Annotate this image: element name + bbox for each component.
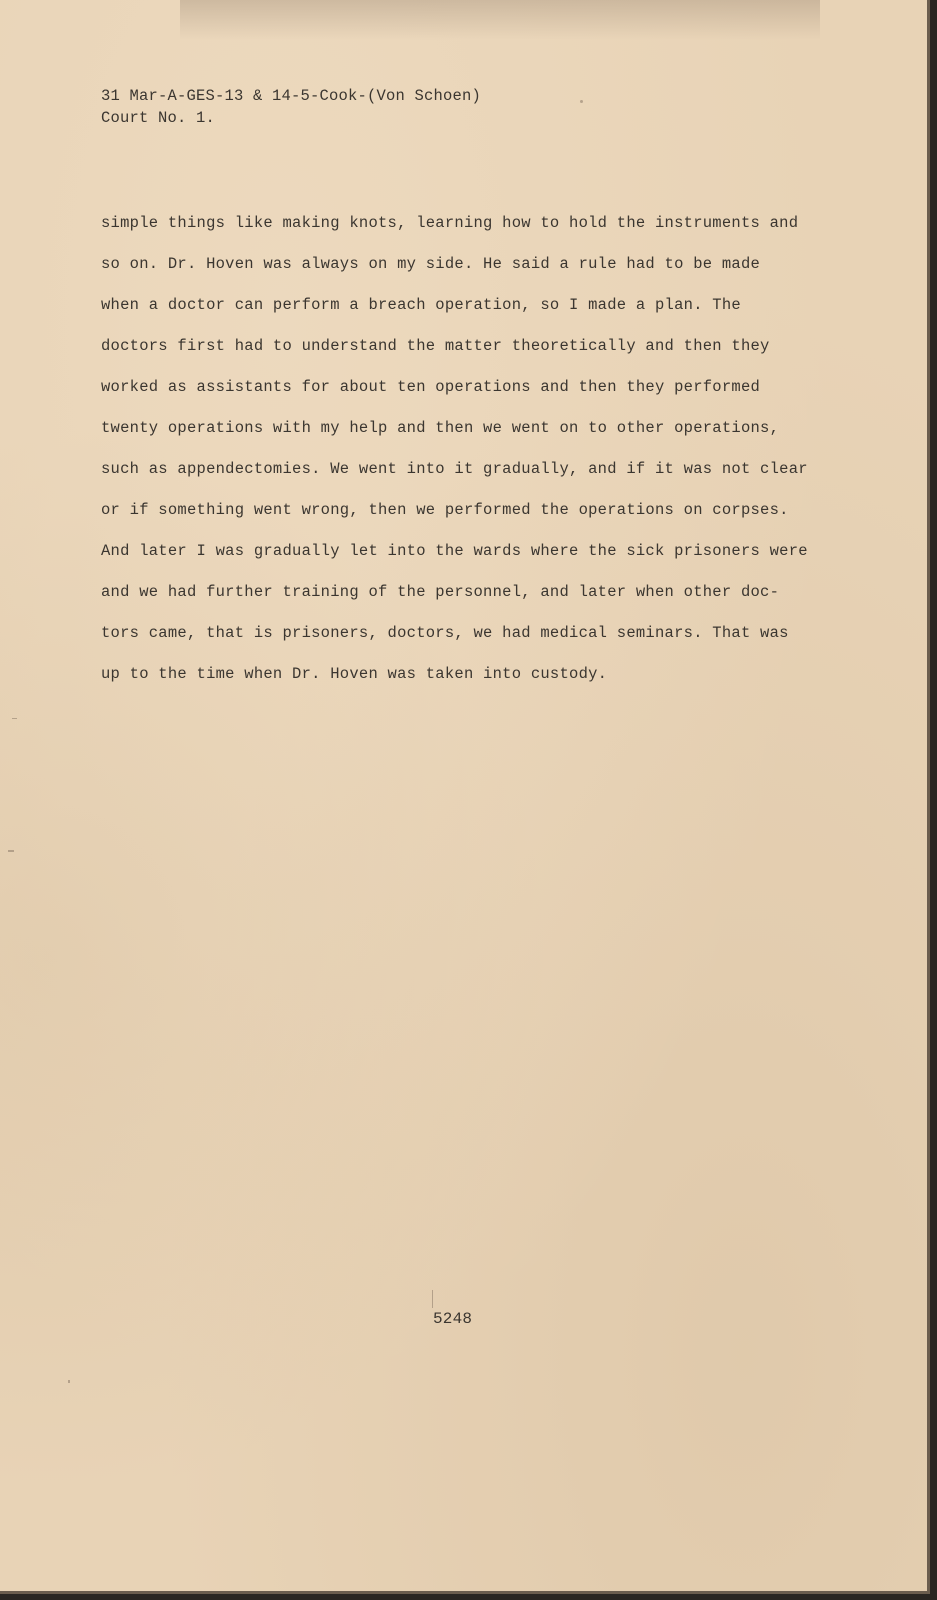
body-line: and we had further training of the personnel, and later when other doc- — [101, 583, 780, 601]
paper-speck — [12, 718, 17, 719]
document-header — [101, 85, 481, 129]
transcript-body — [101, 203, 861, 695]
header-court-line: Court No. 1. — [101, 109, 216, 127]
body-line: worked as assistants for about ten operations and then they performed — [101, 378, 761, 396]
page-edge — [0, 1591, 930, 1594]
body-line: so on. Dr. Hoven was always on my side. He said a rule had to be made — [101, 255, 761, 273]
body-line: simple things like making knots, learning how to hold the instruments and — [101, 214, 799, 232]
body-line: such as appendectomies. We went into it gradually, and if it was not clear — [101, 460, 808, 478]
paper-speck — [432, 1290, 433, 1308]
body-line: And later I was gradually let into the wards where the sick prisoners were — [101, 542, 808, 560]
body-line: tors came, that is prisoners, doctors, we had medical seminars. That was — [101, 624, 789, 642]
paper-speck — [68, 1380, 70, 1383]
body-line: or if something went wrong, then we performed the operations on corpses. — [101, 501, 789, 519]
body-line: up to the time when Dr. Hoven was taken into custody. — [101, 665, 608, 683]
scan-shadow — [180, 0, 820, 40]
header-reference-line: 31 Mar-A-GES-13 & 14-5-Cook-(Von Schoen) — [101, 87, 482, 105]
page-edge — [927, 0, 930, 1594]
paper-speck — [580, 100, 583, 103]
page-number: 5248 — [433, 1310, 473, 1328]
body-line: when a doctor can perform a breach operation, so I made a plan. The — [101, 296, 741, 314]
body-line: twenty operations with my help and then we went on to other operations, — [101, 419, 780, 437]
body-line: doctors first had to understand the matter theoretically and then they — [101, 337, 770, 355]
paper-speck — [8, 850, 14, 852]
